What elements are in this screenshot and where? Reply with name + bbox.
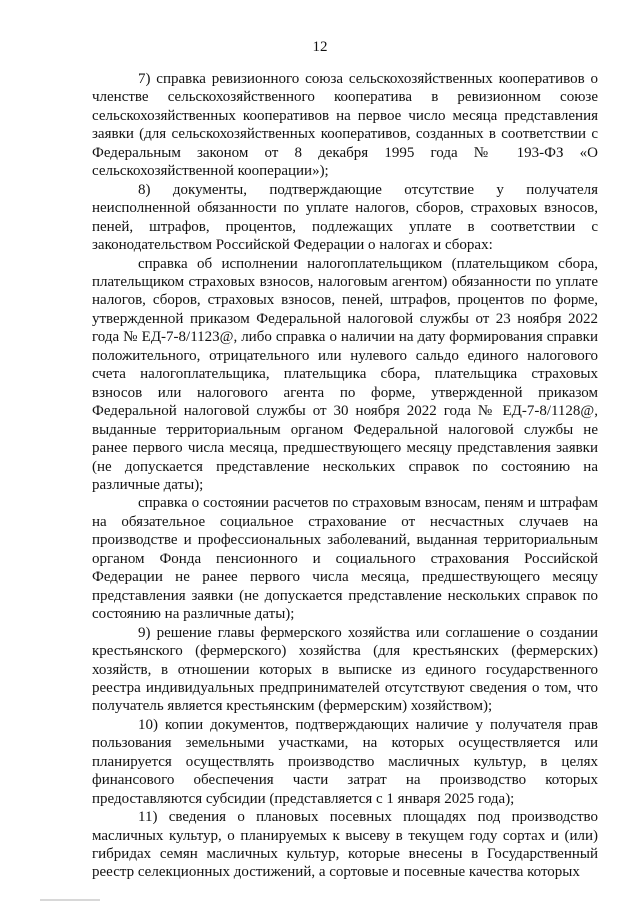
paragraph-tax-certificate: справка об исполнении налогоплательщиком (плательщиком сбора, плательщиком страховых взносов, налоговым агентом) обязанности по уплате налогов, сборов, страховых взносов, пеней, штрафов, процентов по форме, утвержденной приказом Федеральной налоговой службы от 23 ноября 2022 года № ЕД-7-8/1123@, либо справка о наличии на дату формирования справки положительного, отрицательного или нулевого сальдо единого налогового счета налогоплательщика, плательщика сбора, плательщика страховых взносов или налогового агента по форме, утвержденной приказом Федеральной налоговой службы от 30 ноября 2022 года № ЕД-7-8/1128@, выданные территориальным органом Федеральной налоговой службы не ранее первого числа месяца, предшествующего месяцу представления заявки (не допускается представление нескольких справок по состоянию на различные даты); [92,255,598,493]
page-number: 12 [312,39,328,55]
paragraph-item-10-land-documents: 10) копии документов, подтверждающих наличие у получателя прав пользования земельными участками, на которых осуществляется или планируется осуществлять производство масличных культур, в целях финансового обеспечения части затрат на производство которых предоставляются субсидии (представляется с 1 января 2025 года); [92,716,598,807]
paragraph-insurance-certificate: справка о состоянии расчетов по страховым взносам, пеням и штрафам на обязательное социальное страхование от несчастных случаев на производстве и профессиональных заболеваний, выданная территориальным органом Фонда пенсионного и социального страхования Российской Федерации не ранее первого числа месяца, предшествующего месяцу представления заявки (не допускается представление нескольких справок по состоянию на различные даты); [92,495,598,623]
scan-artifact [40,899,100,901]
paragraph-item-9-farm-decision: 9) решение главы фермерского хозяйства или соглашение о создании крестьянского (фермерского) хозяйства (для крестьянских (фермерских) хозяйств, в отношении которых в выписке из единого государственного реестра индивидуальных предпринимателей отсутствуют сведения о том, что получатель является крестьянским (фермерским) хозяйством); [92,624,598,715]
document-body [92,70,598,882]
paragraph-item-8-tax-documents: 8) документы, подтверждающие отсутствие у получателя неисполненной обязанности по уплате налогов, сборов, страховых взносов, пеней, штрафов, процентов, подлежащих уплате в соответствии с законодательством Российской Федерации о налогах и сборах: [92,181,598,254]
paragraph-item-11-sowing-areas: 11) сведения о плановых посевных площадях под производство масличных культур, о планируемых к высеву в текущем году сортах и (или) гибридах семян масличных культур, которые внесены в Государственный реестр селекционных достижений, а сортовые и посевные качества которых [92,809,598,881]
paragraph-item-7-revision-union-certificate: 7) справка ревизионного союза сельскохозяйственных кооперативов о членстве сельскохозяйственного кооператива в ревизионном союзе сельскохозяйственных кооперативов на первое число месяца представления заявки (для сельскохозяйственных кооперативов, созданных в соответствии с Федеральным законом от 8 декабря 1995 года № 193-ФЗ «О сельскохозяйственной кооперации»); [92,71,598,180]
